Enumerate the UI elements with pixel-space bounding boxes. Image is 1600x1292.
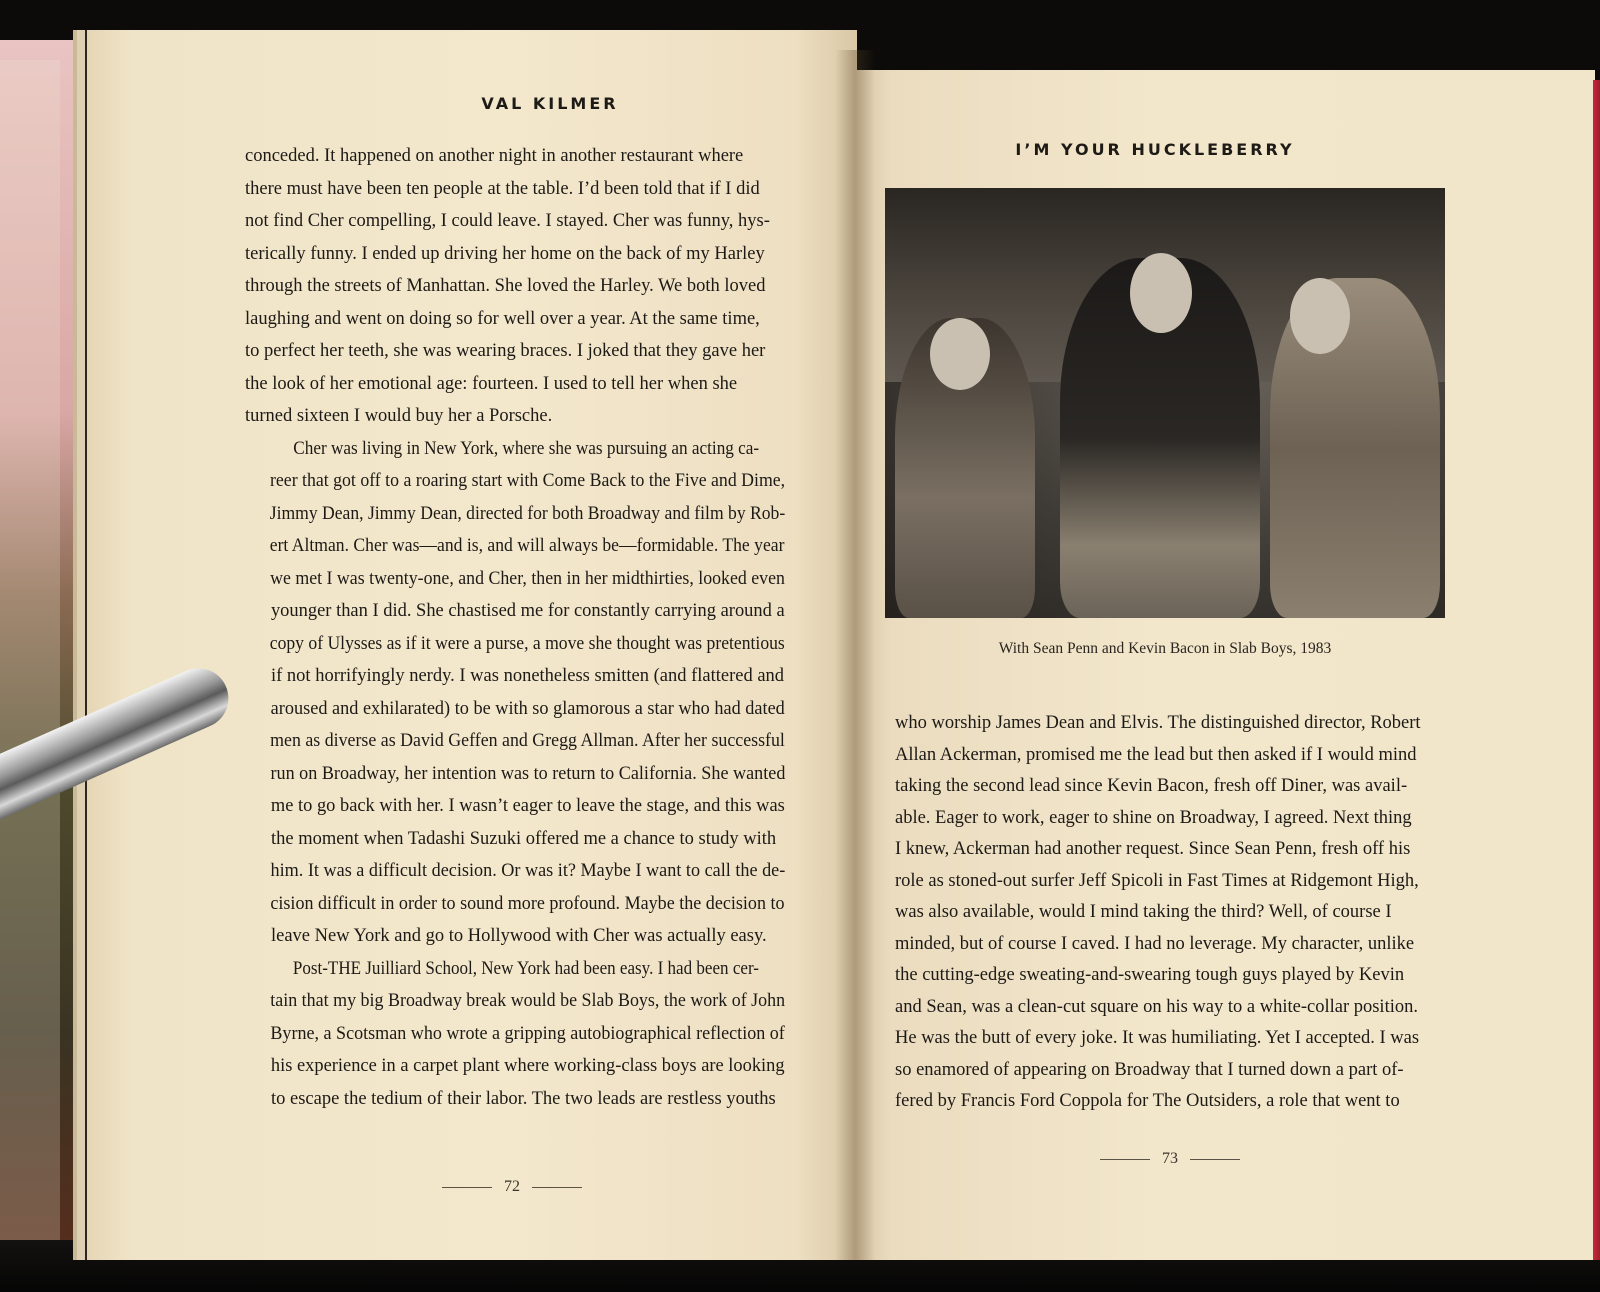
text-line: younger than I did. She chastised me for constantly carrying around a (270, 601, 785, 621)
left-running-head: VAL KILMER (481, 94, 619, 113)
text-line: Post-THE Juilliard School, New York had been easy. I had been cer- (292, 958, 759, 979)
text-line: able. Eager to work, eager to shine on Broadway, I agreed. Next thing (895, 807, 1412, 828)
text-line: turned sixteen I would buy her a Porsche. (245, 406, 553, 426)
text-line: laughing and went on doing so for well over a year. At the same time, (245, 308, 760, 329)
left-page-text (245, 140, 785, 1115)
text-line: the cutting-edge sweating-and-swearing tough guys played by Kevin (895, 965, 1405, 985)
photo-caption: With Sean Penn and Kevin Bacon in Slab Boys, 1983 (998, 640, 1332, 657)
text-line: Allan Ackerman, promised me the lead but then asked if I would mind (895, 744, 1417, 765)
text-line: to escape the tedium of their labor. The two leads are restless youths (271, 1088, 776, 1109)
right-folio (1100, 1150, 1240, 1168)
left-folio (442, 1178, 582, 1196)
text-line: not find Cher compelling, I could leave. I stayed. Cher was funny, hys- (245, 211, 770, 231)
text-line: if not horrifyingly nerdy. I was nonetheless smitten (and flattered and (271, 666, 785, 686)
text-line: tain that my big Broadway break would be Slab Boys, the work of John (270, 991, 786, 1011)
text-line: him. It was a difficult decision. Or was it? Maybe I want to call the de- (270, 861, 786, 881)
text-line: the look of her emotional age: fourteen. I used to tell her when she (245, 373, 738, 394)
text-line: Jimmy Dean, Jimmy Dean, directed for both Broadway and film by Rob- (269, 503, 786, 524)
text-line: me to go back with her. I wasn’t eager to leave the stage, and this was (270, 796, 785, 816)
text-line: reer that got off to a roaring start with Come Back to the Five and Dime, (269, 471, 786, 491)
text-line: minded, but of course I caved. I had no leverage. My character, unlike (895, 933, 1415, 954)
text-line: Byrne, a Scotsman who wrote a gripping autobiographical reflection of (270, 1023, 785, 1044)
page-number: 73 (1162, 1150, 1178, 1167)
folio-rule (532, 1187, 582, 1188)
text-line: copy of Ulysses as if it were a purse, a move she thought was pretentious (269, 633, 785, 654)
folio-rule (1190, 1159, 1240, 1160)
text-line: ert Altman. Cher was—and is, and will always be—formidable. The year (269, 536, 785, 556)
right-page-text (895, 708, 1455, 1118)
text-line: and Sean, was a clean-cut square on his way to a white-collar position. (895, 996, 1418, 1017)
book-cover-edge (1593, 80, 1600, 1260)
page-number: 72 (504, 1178, 520, 1195)
text-line: through the streets of Manhattan. She loved the Harley. We both loved (245, 276, 766, 296)
text-line: we met I was twenty-one, and Cher, then in her midthirties, looked even (270, 568, 785, 589)
text-line: the moment when Tadashi Suzuki offered me a chance to study with (271, 828, 777, 849)
text-line: was also available, would I mind taking the third? Well, of course I (895, 902, 1392, 922)
text-line: Cher was living in New York, where she was pursuing an acting ca- (293, 438, 760, 459)
text-line: so enamored of appearing on Broadway that I turned down a part of- (895, 1059, 1404, 1080)
paragraph (245, 953, 785, 1116)
text-line: to perfect her teeth, she was wearing braces. I joked that they gave her (245, 341, 766, 361)
paragraph (245, 140, 785, 433)
text-line: men as diverse as David Geffen and Gregg Allman. After her successful (270, 731, 785, 751)
text-line: role as stoned-out surfer Jeff Spicoli in Fast Times at Ridgemont High, (895, 870, 1419, 891)
paragraph (245, 433, 785, 953)
text-line: aroused and exhilarated) to be with so glamorous a star who had dated (270, 698, 785, 719)
text-line: He was the butt of every joke. It was humiliating. Yet I accepted. I was (895, 1028, 1420, 1048)
book-spine (835, 50, 875, 1260)
text-line: taking the second lead since Kevin Bacon, fresh off Diner, was avail- (895, 776, 1408, 796)
photo-head-right (1290, 278, 1350, 354)
text-line: fered by Francis Ford Coppola for The Outsiders, a role that went to (895, 1091, 1400, 1111)
text-line: his experience in a carpet plant where working-class boys are looking (270, 1056, 785, 1076)
text-line: who worship James Dean and Elvis. The distinguished director, Robert (895, 713, 1421, 733)
folio-rule (442, 1187, 492, 1188)
text-line: there must have been ten people at the table. I’d been told that if I did (245, 178, 760, 199)
text-line: conceded. It happened on another night in another restaurant where (245, 146, 744, 166)
photograph (885, 188, 1445, 618)
text-line: run on Broadway, her intention was to return to California. She wanted (270, 763, 786, 784)
text-line: terically funny. I ended up driving her home on the back of my Harley (245, 243, 765, 264)
right-running-head: I’M YOUR HUCKLEBERRY (1015, 140, 1295, 159)
background-page (0, 60, 60, 1260)
text-line: cision difficult in order to sound more profound. Maybe the decision to (270, 893, 785, 914)
folio-rule (1100, 1159, 1150, 1160)
photo-head-center (1130, 253, 1192, 333)
photo-head-left (930, 318, 990, 390)
text-line: I knew, Ackerman had another request. Since Sean Penn, fresh off his (895, 839, 1411, 859)
text-line: leave New York and go to Hollywood with Cher was actually easy. (271, 926, 767, 946)
